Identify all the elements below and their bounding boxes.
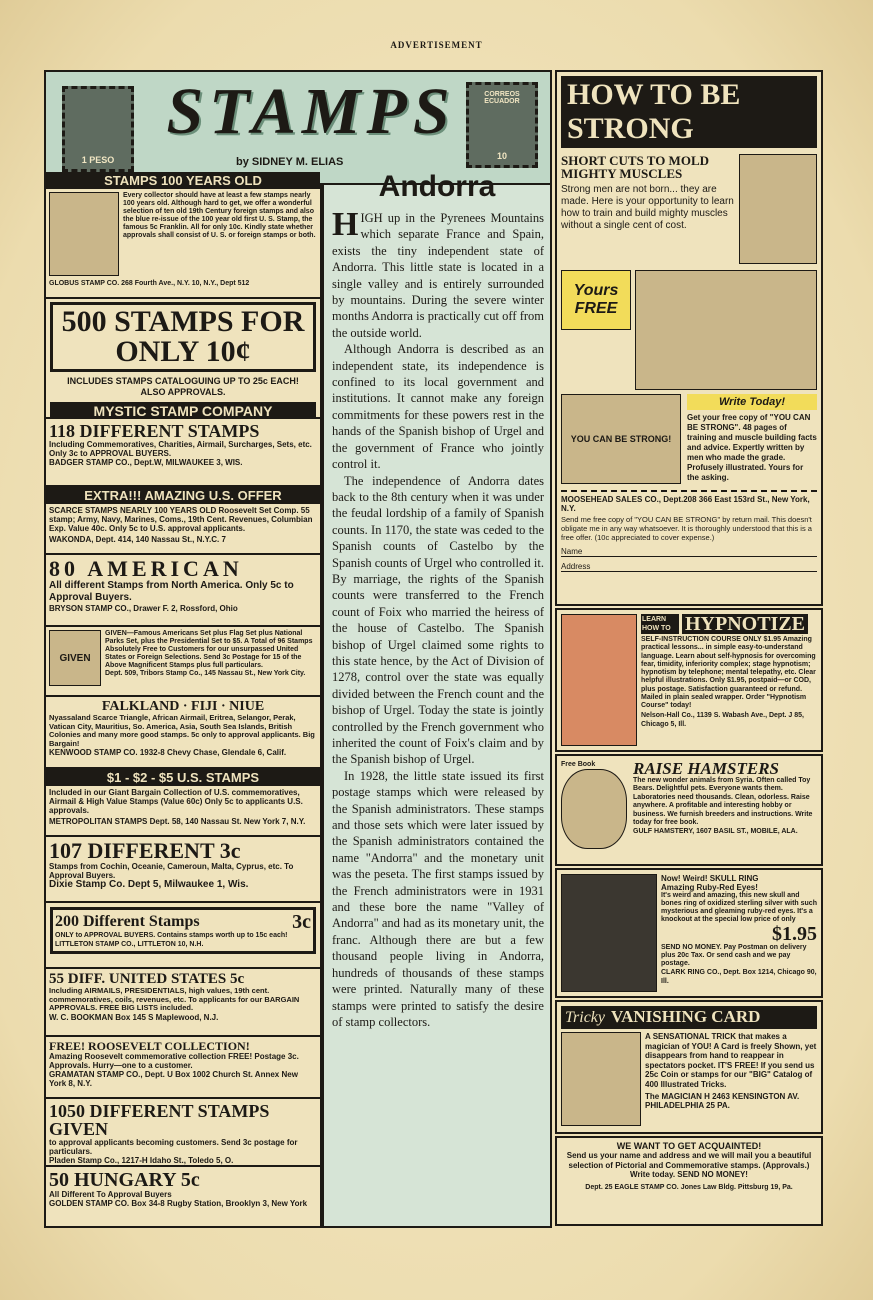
article-paragraph-3: The independence of Andorra dates back to the 8th century when it was under the feudal lordship of a family of Spanish counts. In 1170, the state was ceded to the Spanish counts of Castelbo by the Spanish counts of Urgel who controlled it. By marriage, the rights of the Spanish counts were transferred to the French count of Foix who married the heiress of the house of Castelbo. The Spanish bishop of Urgel claimed some rights to this state hence, by the Act of Division of 1278, control over the state was equally divided between the French count and the bishop of Urgel. Today the state is jointly controlled by the French government who inherited the count of Foix's claim and by the Spanish bishop of Urgel. (332, 473, 544, 767)
muscle-poses-illustration (635, 270, 817, 390)
ad-hypnotize: LEARN HOW TO HYPNOTIZE SELF-INSTRUCTION COURSE ONLY $1.95 Amazing practical lessons... in simple easy-to-understand language. Learn about self-hypnosis for overcoming fear, timidity, inferiority complex; stage hypnotism; hypnotism by telephone; mental telepathy, etc. Clear helpful illustrations. Only $1.95, postpaid—or COD, plus postage. Satisfaction guaranteed or refund. Mailed in plain sealed wrapper. Order "Hypnotism Course" today! Nelson-Hall Co., 1139 S. Wabash Ave., Dept. J 85, Chicago 5, Ill. (555, 608, 823, 752)
ad-50-hungary: 50 HUNGARY 5c All Different To Approval Buyers GOLDEN STAMP CO. Box 34-8 Rugby Station, Brooklyn 3, New York (49, 1169, 308, 1208)
skull-ring-image (561, 874, 657, 992)
stamps-title: STAMPS (166, 75, 456, 148)
ecuador-stamp-image: CORREOS ECUADOR 10 (466, 82, 538, 168)
flag-stamp-image: GIVEN (49, 630, 101, 686)
ad-118-stamps: 118 DIFFERENT STAMPS Including Commemoratives, Charities, Airmail, Surcharges, Sets, etc. Only 3c to APPROVAL BUYERS. BADGER STAMP CO., Dept.W, MILWAUKEE 3, WIS. (46, 419, 320, 487)
ad-1050-different: 1050 DIFFERENT STAMPS GIVEN to approval applicants becoming customers. Send 3c postage for particulars. Pladen Stamp Co., 1217-H Idaho St., Toledo 5, O. (46, 1099, 320, 1167)
franklin-stamp-image (49, 192, 119, 276)
ad-500-stamps: 500 STAMPS FOR ONLY 10¢ INCLUDES STAMPS CATALOGUING UP TO 25c EACH! ALSO APPROVALS. MYSTIC STAMP COMPANY (46, 299, 320, 419)
ad-how-to-be-strong: HOW TO BE STRONG SHORT CUTS TO MOLD MIGHTY MUSCLES Strong men are not born... they are made. Here is your opportunity to learn how to train and build mighty muscles without a single cent of cost. Yours FREE YOU CAN BE STRONG! Write Today! Get your free copy of "YOU CAN BE STRONG". 48 pages of training and muscle building facts and advice. Expertly written by men who made the grade. Profusely illustrated. Yours for the asking. MOOSEHEAD SALES CO., Dept.208 366 East 153rd St., New York, N.Y. Send me free copy of "YOU CAN BE STRONG" by return mail. This doesn't obligate me in any way whatsoever. It is thoroughly understood that this is a free offer. (10c appreciated to cover expense.) Name Address (555, 70, 823, 606)
ad-55-diff-us: 55 DIFF. UNITED STATES 5c Including AIRMAILS, PRESIDENTIALS, high values, 19th cent. commemoratives, coils, revenues, etc. To applicants for our BARGAIN APPROVALS. FREE BIG LISTS included. W. C. BOOKMAN Box 145 S Maplewood, N.J. (46, 969, 320, 1037)
article-dropcap: H (332, 210, 359, 243)
ad-roosevelt-collection: FREE! ROOSEVELT COLLECTION! Amazing Roosevelt commemorative collection FREE! Postage 3c. Approvals. Hurry—one to a customer. GRAMATAN STAMP CO., Dept. U Box 1002 Church St. Annex New York 8, N.Y. (46, 1037, 320, 1099)
article-paragraph-4: In 1928, the little state issued its first postage stamps which were released by the Spanish administrators. These stamps and those sets which were later issued by the Spanish administrators contained the name "Andorra" and the monetary unit was the peseta. The first stamps issued by the French administrators were in 1931 and these bore the name "Valley of Andorra" and had as its monetary unit, the franc. Although there are but a few thousand people living in Andorra, hundreds of thousands of these stamps were printed. Naturally many of these stamps were printed to satisfy the desire of stamp collectors. (332, 768, 544, 1029)
coupon-name-field[interactable]: Name (561, 547, 817, 557)
article-title: Andorra (378, 170, 496, 203)
advertisement-label: ADVERTISEMENT (390, 40, 483, 50)
article-paragraph-1: IGH up in the Pyrenees Mountains which separate France and Spain, exists the tiny independent state of Andorra. This little state is located in a single valley and is entirely surrounded by mountains. During the severe winter months Andorra is practically cut off from the outside world. (332, 211, 544, 340)
ad-falkland-fiji-niue: FALKLAND · FIJI · NIUE Nyassaland Scarce Triangle, African Airmail, Eritrea, Selangor, Perak, Vatican City, Mauritius, So. America, Asia, South Sea Islands, British Colonies and many more good stamps. 5c only to approval applicants. Big Bargain! KENWOOD STAMP CO. 1932-8 Chevy Chase, Glendale 6, Calif. (46, 697, 320, 769)
coupon-address-field[interactable]: Address (561, 562, 817, 572)
strongman-portrait (739, 154, 817, 264)
ad-raise-hamsters: Free Book RAISE HAMSTERS The new wonder animals from Syria. Often called Toy Bears. Delightful pets. Everyone wants them. Laboratories need thousands. Clean, odorless. Raise anywhere. A profitable and interesting hobby or business. We furnish breeders and instructions. Write today for free book. GULF HAMSTERY, 1607 BASIL ST., MOBILE, ALA. (555, 754, 823, 866)
ad-skull-ring: Now! Weird! SKULL RING Amazing Ruby-Red Eyes! It's weird and amazing, this new skull and bones ring of oxidized sterling silver with such mysterious and gleaming ruby-red eyes. It's a knockout at the special low price of only $1.95 SEND NO MONEY. Pay Postman on delivery plus 20c Tax. Or send cash and we pay postage. CLARK RING CO., Dept. Box 1214, Chicago 90, Ill. (555, 868, 823, 998)
byline: by SIDNEY M. ELIAS (236, 156, 344, 168)
ad-us-value-stamps: $1 - $2 - $5 U.S. STAMPS Included in our Giant Bargain Collection of U.S. commemoratives, Airmail & High Value Stamps (Value 60c) Only 5c to applicants U.S. approvals. METROPOLITAN STAMPS Dept. 58, 140 Nassau St. New York 7, N.Y. (46, 769, 320, 837)
hamster-image (561, 769, 627, 849)
hypnotist-face-image (561, 614, 637, 746)
ad-amazing-us-offer: EXTRA!!! AMAZING U.S. OFFER SCARCE STAMPS NEARLY 100 YEARS OLD Roosevelt Set Comp. 55 stamp; Army, Navy, Marines, Coms., 19th Cent. Revenues, Columbian Exp. Value 40c. Only 5c to U.S. approval applicants. WAKONDA, Dept. 414, 140 Nassau St., N.Y.C. 7 (46, 487, 320, 555)
ad-200-different: 200 Different Stamps 3c ONLY to APPROVAL BUYERS. Contains stamps worth up to 15c each! LITTLETON STAMP CO., LITTLETON 10, N.H. (46, 903, 320, 969)
ad-80-american: 80 AMERICAN All different Stamps from North America. Only 5c to Approval Buyers. BRYSON STAMP CO., Drawer F. 2, Rossford, Ohio (46, 555, 320, 627)
ad-given-sets: GIVEN GIVEN—Famous Americans Set plus Flag Set plus National Parks Set, plus the Presidential Set to $5. A Total of 96 Stamps Absolutely Free to Customers for our unsurpassed United States or Foreign Selections. Send 3c Postage for 15 of the Above Magnificent Stamps plus full particulars. Dept. 509, Tribors Stamp Co., 145 Nassau St., New York City. (46, 627, 320, 697)
peso-stamp-image: 1 PESO (62, 86, 134, 172)
strong-coupon[interactable]: MOOSEHEAD SALES CO., Dept.208 366 East 153rd St., New York, N.Y. Send me free copy of "YOU CAN BE STRONG" by return mail. This doesn't obligate me in any way whatsoever. It is thoroughly understood that this is a free offer. (10c appreciated to cover expense.) Name Address (561, 490, 817, 572)
strong-book-cover: YOU CAN BE STRONG! (561, 394, 681, 484)
ad-vanishing-card: Tricky VANISHING CARD A SENSATIONAL TRICK that makes a magician of YOU! A Card is freely Shown, yet disappears from hand to reappear in spectators pocket. IT'S FREE! If you send us 25c Coin or stamps for our "BIG" Catalog of 400 Illustrated Tricks. The MAGICIAN H 2463 KENSINGTON AV. PHILADELPHIA 25 PA. (555, 1000, 823, 1134)
ad-107-different: 107 DIFFERENT 3c Stamps from Cochin, Oceanie, Cameroun, Malta, Cyprus, etc. To Approval Buyers. Dixie Stamp Co. Dept 5, Milwaukee 1, Wis. (46, 837, 320, 903)
yours-free-badge: Yours FREE (561, 270, 631, 330)
ad-100-years: STAMPS 100 YEARS OLD Every collector should have at least a few stamps nearly 100 years old. Although hard to get, we offer a wonderful selection of ten old 19th Century foreign stamps and also the blue re-issue of the 100 year old first U. S. Stamp, the famous 5c Franklin. All for only 10c. Kindly state whether approvals shall consist of U. S. or foreign stamps or both. GLOBUS STAMP CO. 268 Fourth Ave., N.Y. 10, N.Y., Dept 512 (46, 172, 320, 299)
magician-hand-image (561, 1032, 641, 1126)
article-paragraph-2: Although Andorra is described as an independent state, its independence is confined to its local government and institutions. It cannot make any foreign commitments for these powers rest in the hands of the Spanish bishop of Urgel and the government of France who jointly control it. (332, 342, 544, 472)
article-body (332, 210, 544, 1220)
ad-get-acquainted: WE WANT TO GET ACQUAINTED! Send us your name and address and we will mail you a beautiful selection of Pictorial and Commemorative stamps. (Approvals.) Write today. SEND NO MONEY! Dept. 25 EAGLE STAMP CO. Jones Law Bldg. Pittsburg 19, Pa. (555, 1136, 823, 1226)
